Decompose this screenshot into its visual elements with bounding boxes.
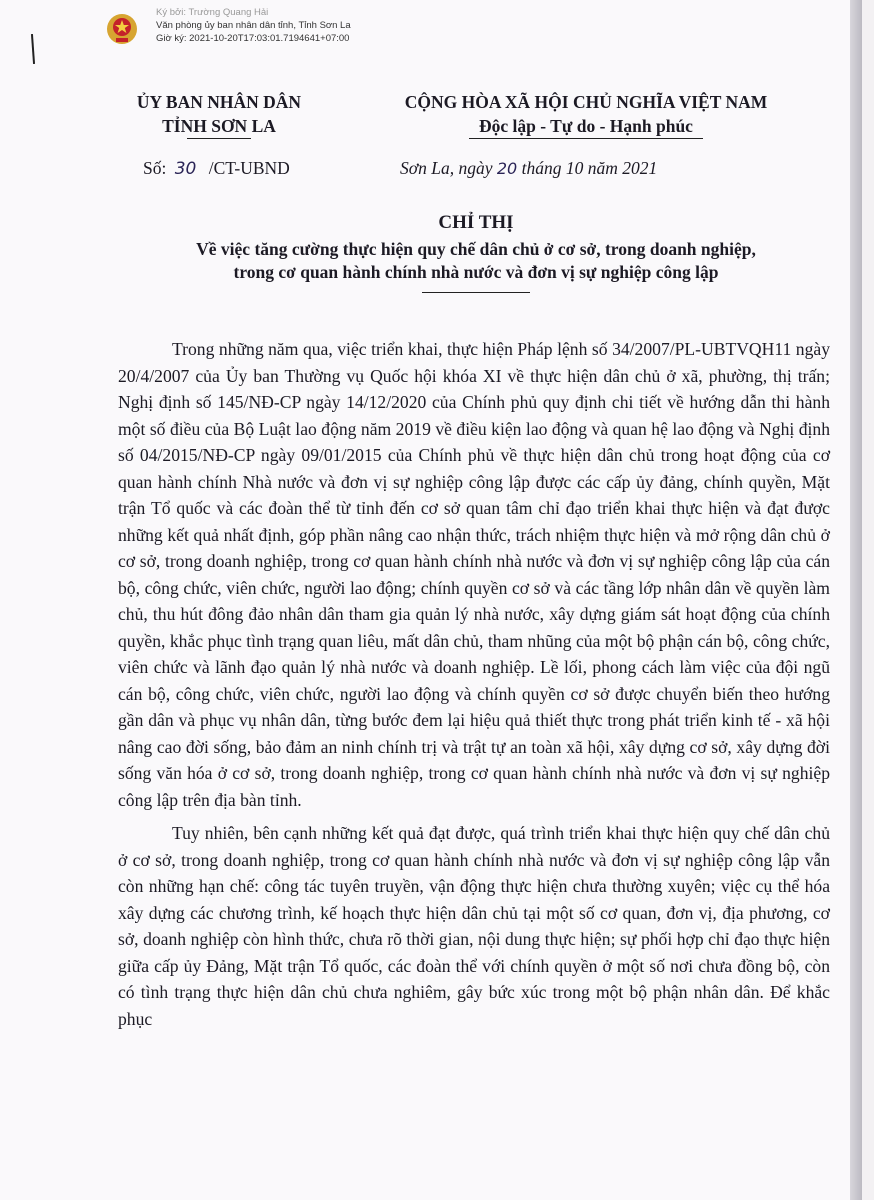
date-prefix: Sơn La, ngày (400, 158, 497, 178)
page-edge (850, 0, 862, 1200)
motto-underline (469, 138, 703, 139)
body-paragraph-2: Tuy nhiên, bên cạnh những kết quả đạt được, quá trình triển khai thực hiện quy chế dân chủ ở cơ sở, trong doanh nghiệp, trong cơ quan hành chính nhà nước và đơn vị sự nghiệp công lập vẫn còn những hạn chế: công tác tuyên truyền, vận động thực hiện chưa thường xuyên; việc cụ thể hóa xây dựng các chương trình, kế hoạch thực hiện dân chủ tại một số cơ quan, đơn vị, địa phương, cơ sở, doanh nghiệp còn hình thức, chưa rõ thời gian, nội dung thực hiện; sự phối hợp chỉ đạo thực hiện giữa cấp ủy Đảng, Mặt trận Tổ quốc, các đoàn thể với chính quyền ở một số nơi chưa đồng bộ, còn có tình trạng thực hiện dân chủ chưa nghiêm, gây bức xúc trong một bộ phận nhân dân. Để khắc phục (118, 823, 830, 1029)
subject-line-2: trong cơ quan hành chính nhà nước và đơn vị sự nghiệp công lập (233, 262, 719, 282)
number-suffix: /CT-UBND (204, 158, 290, 178)
authority-line-2: TỈNH SƠN LA (162, 116, 276, 136)
document-date (400, 158, 657, 179)
document-type-title: CHỈ THỊ (438, 212, 514, 233)
handwritten-number: 30 (174, 159, 197, 179)
authority-underline (187, 138, 251, 139)
pen-mark (31, 34, 35, 64)
subject-line-1: Về việc tăng cường thực hiện quy chế dân chủ ở cơ sở, trong doanh nghiệp, (196, 239, 756, 259)
date-suffix: tháng 10 năm 2021 (517, 158, 658, 178)
number-label: Số: (143, 158, 171, 178)
body-paragraph-1: Trong những năm qua, việc triển khai, thực hiện Pháp lệnh số 34/2007/PL-UBTVQH11 ngày 20/4/2007 của Ủy ban Thường vụ Quốc hội khóa XI về thực hiện dân chủ ở xã, phường, thị trấn; Nghị định số 145/NĐ-CP ngày 14/12/2020 của Chính phủ quy định chi tiết về hướng dẫn thi hành một số điều của Bộ Luật lao động năm 2019 về điều kiện lao động và quan hệ lao động và Nghị định số 04/2015/NĐ-CP ngày 09/01/2015 của Chính phủ về thực hiện dân chủ trong hoạt động của cơ quan hành chính Nhà nước và đơn vị sự nghiệp công lập được các cấp ủy đảng, chính quyền, Mặt trận Tổ quốc và các đoàn thể từ tỉnh đến cơ sở quan tâm chỉ đạo triển khai thực hiện và đạt được những kết quả nhất định, góp phần nâng cao nhận thức, trách nhiệm thực hiện và mở rộng dân chủ ở cơ sở, trong doanh nghiệp, trong cơ quan hành chính nhà nước và đơn vị sự nghiệp công lập của cán bộ, công chức, viên chức, người lao động; chính quyền cơ sở và các tầng lớp nhân dân về quyền làm chủ, thu hút đông đảo nhân dân tham gia quản lý nhà nước, xây dựng giám sát hoạt động của chính quyền, khắc phục tình trạng quan liêu, mất dân chủ, tham nhũng của một bộ phận cán bộ, công chức, viên chức và lãnh đạo quản lý nhà nước và doanh nghiệp. Lề lối, phong cách làm việc của đội ngũ cán bộ, công chức, viên chức, người lao động và chính quyền cơ sở được chuyển biến theo hướng gần dân và phục vụ nhân dân, từng bước đem lại hiệu quả thiết thực trong phát triển kinh tế - xã hội nâng cao đời sống, bảo đảm an ninh chính trị và trật tự an toàn xã hội, xây dựng cơ sở, xây dựng đời sống văn hóa ở cơ sở, trong doanh nghiệp, trong cơ quan hành chính nhà nước và đơn vị sự nghiệp công lập trên địa bàn tỉnh. (118, 339, 830, 810)
issuing-authority (110, 90, 328, 139)
motto: Độc lập - Tự do - Hạnh phúc (479, 116, 693, 136)
national-motto (328, 90, 844, 139)
document-number (143, 158, 290, 179)
signer-name: Ký bởi: Trường Quang Hải (156, 7, 269, 18)
document-subject (100, 238, 852, 293)
national-emblem-icon (104, 12, 140, 46)
authority-line-1: ỦY BAN NHÂN DÂN (136, 92, 302, 112)
signing-time: Giờ ký: 2021-10-20T17:03:01.7194641+07:00 (156, 33, 350, 44)
handwritten-day: 20 (496, 159, 518, 178)
country-name: CỘNG HÒA XÃ HỘI CHỦ NGHĨA VIỆT NAM (404, 92, 768, 112)
document-body (118, 336, 830, 1039)
subject-underline (422, 292, 530, 293)
signer-organization: Văn phòng ủy ban nhân dân tỉnh, Tỉnh Sơn La (156, 20, 351, 31)
